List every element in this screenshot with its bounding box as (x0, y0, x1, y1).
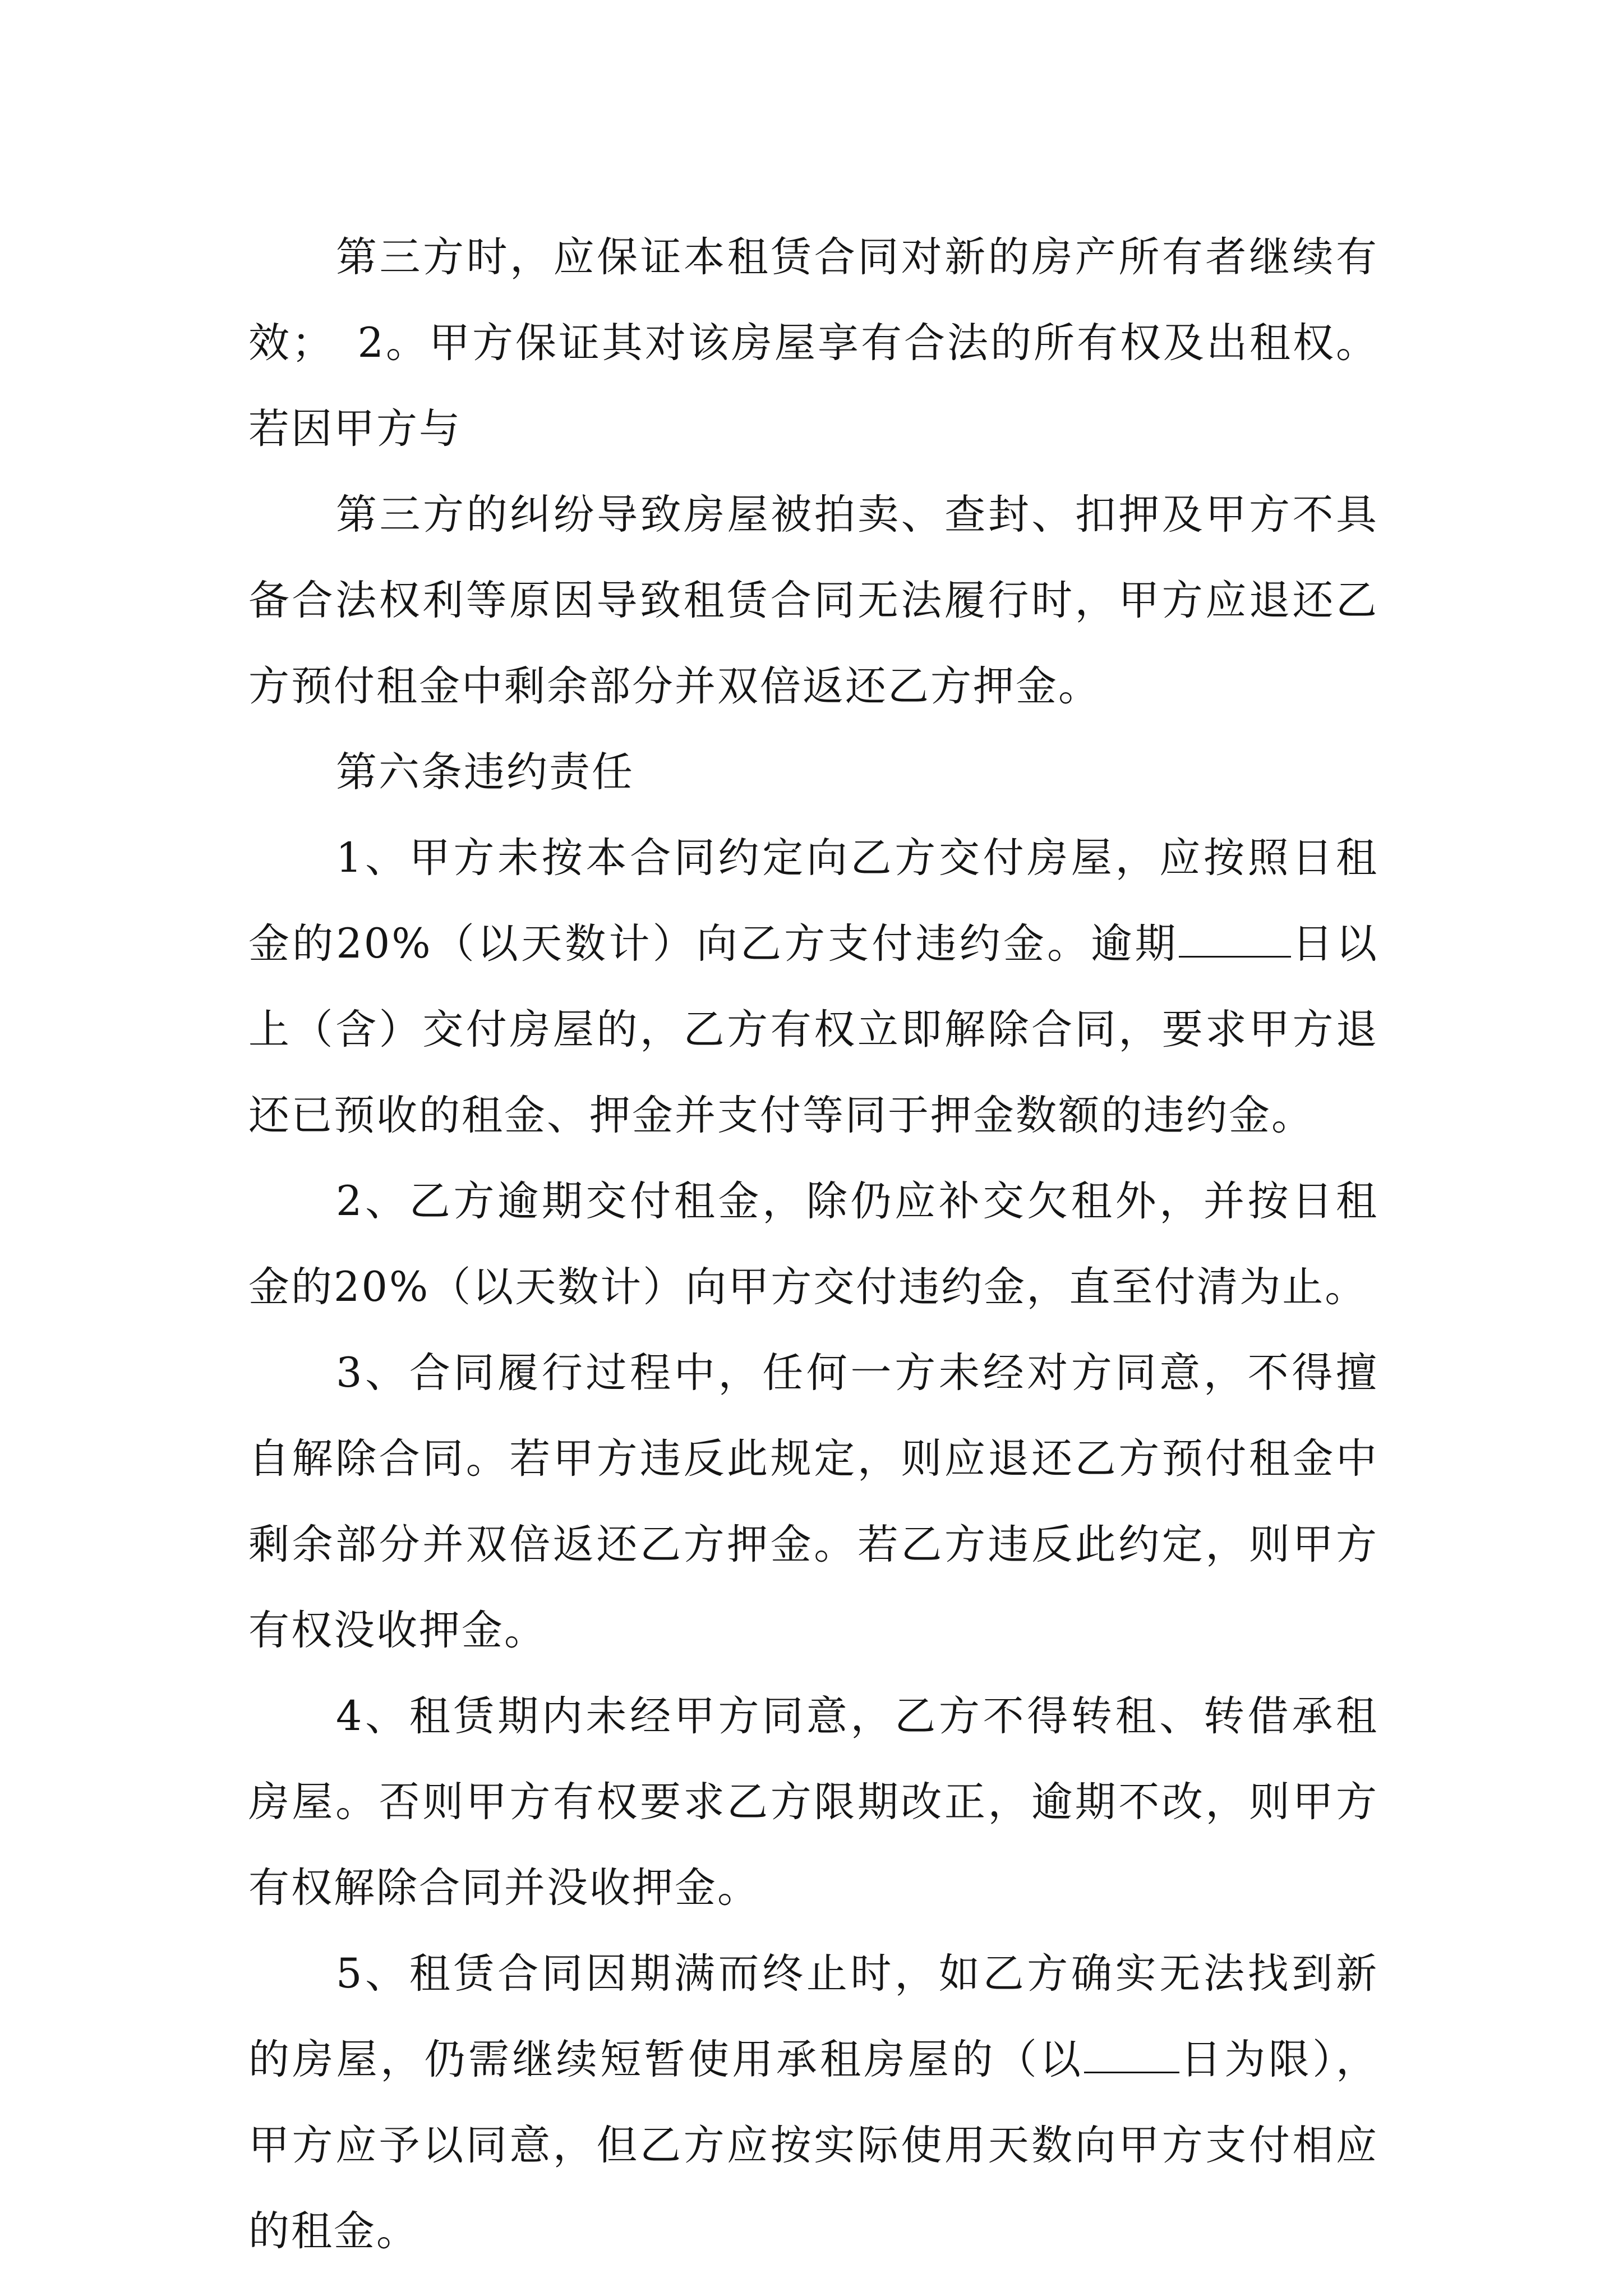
paragraph-breach-item-3: 3、合同履行过程中，任何一方未经对方同意，不得擅自解除合同。若甲方违反此规定，则应退还乙方预付租金中剩余部分并双倍返还乙方押金。若乙方违反此约定，则甲方有权没收押金。 (248, 1349, 1378, 1654)
breach-item-1-text-before: 1、甲方未按本合同约定向乙方交付房屋，应按照日租金的20%（以天数计）向乙方支付违约金。逾期 (248, 834, 1378, 968)
breach-item-5-text-before: 5、租赁合同因期满而终止时，如乙方确实无法找到新的房屋，仍需继续短暂使用承租房屋的（以 (248, 1950, 1378, 2083)
fill-in-blank-day-limit (1084, 2038, 1179, 2073)
paragraph-breach-item-1 (248, 815, 1378, 1158)
paragraph-breach-item-2: 2、乙方逾期交付租金，除仍应补交欠租外，并按日租金的20%（以天数计）向甲方交付违约金，直至付清为止。 (248, 1177, 1378, 1311)
paragraph-third-party-dispute: 第三方的纠纷导致房屋被拍卖、查封、扣押及甲方不具备合法权利等原因导致租赁合同无法履行时，甲方应退还乙方预付租金中剩余部分并双倍返还乙方押金。 (248, 491, 1378, 710)
fill-in-blank-days (1179, 922, 1291, 958)
paragraph-breach-item-5 (248, 1931, 1378, 2274)
document-body (248, 214, 1378, 2274)
breach-item-1-text-after: 日以上（含）交付房屋的，乙方有权立即解除合同，要求甲方退还已预收的租金、押金并支付等同于押金数额的违约金。 (248, 920, 1378, 1139)
paragraph-breach-item-4: 4、租赁期内未经甲方同意，乙方不得转租、转借承租房屋。否则甲方有权要求乙方限期改正，逾期不改，则甲方有权解除合同并没收押金。 (248, 1692, 1378, 1912)
paragraph-clause-continuation: 第三方时，应保证本租赁合同对新的房产所有者继续有效； 2。甲方保证其对该房屋享有合法的所有权及出租权。若因甲方与 (248, 233, 1378, 453)
section-heading-article-6: 第六条违约责任 (336, 748, 634, 796)
breach-item-5-text-after: 日为限），甲方应予以同意，但乙方应按实际使用天数向甲方支付相应的租金。 (248, 2036, 1379, 2255)
